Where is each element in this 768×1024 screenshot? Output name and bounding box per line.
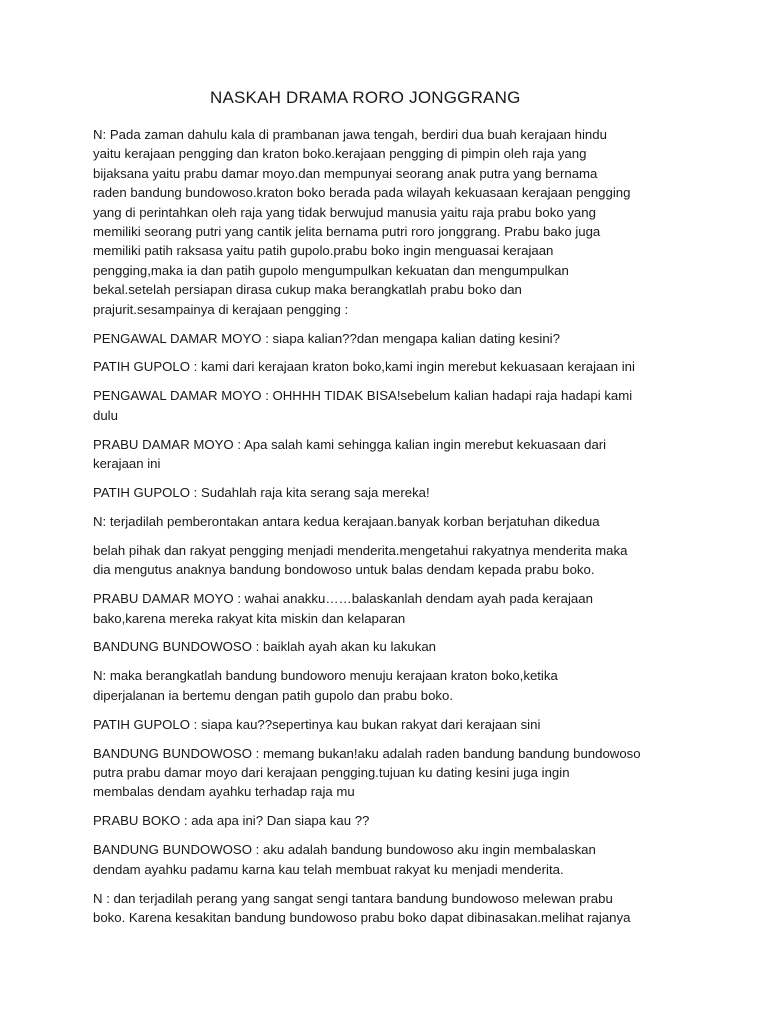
text-line: dulu [93,407,118,423]
text-line: pengging,maka ia dan patih gupolo mengumpulkan kekuatan dan mengumpulkan [93,262,569,278]
text-line: memiliki patih raksasa yaitu patih gupolo.prabu boko ingin menguasai kerajaan [93,243,554,259]
paragraph [93,666,678,705]
paragraph [93,357,678,376]
text-line: belah pihak dan rakyat pengging menjadi menderita.mengetahui rakyatnya menderita maka [93,542,628,558]
paragraph [93,483,678,502]
text-line: bijaksana yaitu prabu damar moyo.dan mempunyai seorang anak putra yang bernama [93,165,598,181]
paragraph [93,435,678,474]
text-line: N : dan terjadilah perang yang sangat sengi tantara bandung bundowoso melewan prabu [93,890,613,906]
text-line: PENGAWAL DAMAR MOYO : OHHHH TIDAK BISA!sebelum kalian hadapi raja hadapi kami [93,388,633,404]
paragraph [93,637,678,656]
text-line: PRABU DAMAR MOYO : Apa salah kami sehingga kalian ingin merebut kekuasaan dari [93,436,607,452]
text-line: yaitu kerajaan pengging dan kraton boko.kerajaan pengging di pimpin oleh raja yang [93,146,587,162]
text-line: BANDUNG BUNDOWOSO : aku adalah bandung bundowoso aku ingin membalaskan [93,842,596,858]
text-line: PENGAWAL DAMAR MOYO : siapa kalian??dan mengapa kalian dating kesini? [93,330,560,346]
paragraph [93,541,678,580]
paragraph [93,329,678,348]
paragraph [93,589,678,628]
paragraph [93,715,678,734]
text-line: N: terjadilah pemberontakan antara kedua kerajaan.banyak korban berjatuhan dikedua [93,513,600,529]
text-line: dia mengutus anaknya bandung bondowoso untuk balas dendam kepada prabu boko. [93,562,595,578]
text-line: putra prabu damar moyo dari kerajaan pengging.tujuan ku dating kesini juga ingin [93,764,570,780]
text-line: memiliki seorang putri yang cantik jelita bernama putri roro jonggrang. Prabu bako juga [93,224,601,240]
text-line: PATIH GUPOLO : kami dari kerajaan kraton boko,kami ingin merebut kekuasaan kerajaan ini [93,359,635,375]
text-line: yang di perintahkan oleh raja yang tidak berwujud manusia yaitu raja prabu boko yang [93,204,596,220]
text-line: kerajaan ini [93,456,161,472]
text-line: boko. Karena kesakitan bandung bundowoso prabu boko dapat dibinasakan.melihat rajanya [93,909,631,925]
paragraph [93,889,678,928]
document-title: NASKAH DRAMA RORO JONGGRANG [210,88,521,107]
text-line: bako,karena mereka rakyat kita miskin dan kelaparan [93,610,406,626]
paragraph [93,125,678,319]
paragraph [93,840,678,879]
text-line: prajurit.sesampainya di kerajaan pengging : [93,301,349,317]
text-line: PRABU DAMAR MOYO : wahai anakku……balaskanlah dendam ayah pada kerajaan [93,591,593,607]
text-line: PATIH GUPOLO : siapa kau??sepertinya kau bukan rakyat dari kerajaan sini [93,716,541,732]
text-line: diperjalanan ia bertemu dengan patih gupolo dan prabu boko. [93,687,454,703]
text-line: raden bandung bundowoso.kraton boko berada pada wilayah kekuasaan kerajaan pengging [93,185,631,201]
paragraph [93,744,678,802]
text-line: bekal.setelah persiapan dirasa cukup maka berangkatlah prabu boko dan [93,282,522,298]
paragraph [93,512,678,531]
text-line: BANDUNG BUNDOWOSO : memang bukan!aku adalah raden bandung bandung bundowoso [93,745,641,761]
text-line: membalas dendam ayahku terhadap raja mu [93,784,355,800]
text-line: N: Pada zaman dahulu kala di prambanan jawa tengah, berdiri dua buah kerajaan hindu [93,127,607,142]
paragraph [93,811,678,830]
text-line: N: maka berangkatlah bandung bundoworo menuju kerajaan kraton boko,ketika [93,668,558,684]
text-line: BANDUNG BUNDOWOSO : baiklah ayah akan ku lakukan [93,639,437,655]
text-line: PATIH GUPOLO : Sudahlah raja kita serang saja mereka! [93,485,430,500]
text-line: PRABU BOKO : ada apa ini? Dan siapa kau ?? [93,813,370,829]
document-body [93,125,678,927]
paragraph [93,386,678,425]
text-line: dendam ayahku padamu karna kau telah membuat rakyat ku menjadi menderita. [93,861,564,877]
